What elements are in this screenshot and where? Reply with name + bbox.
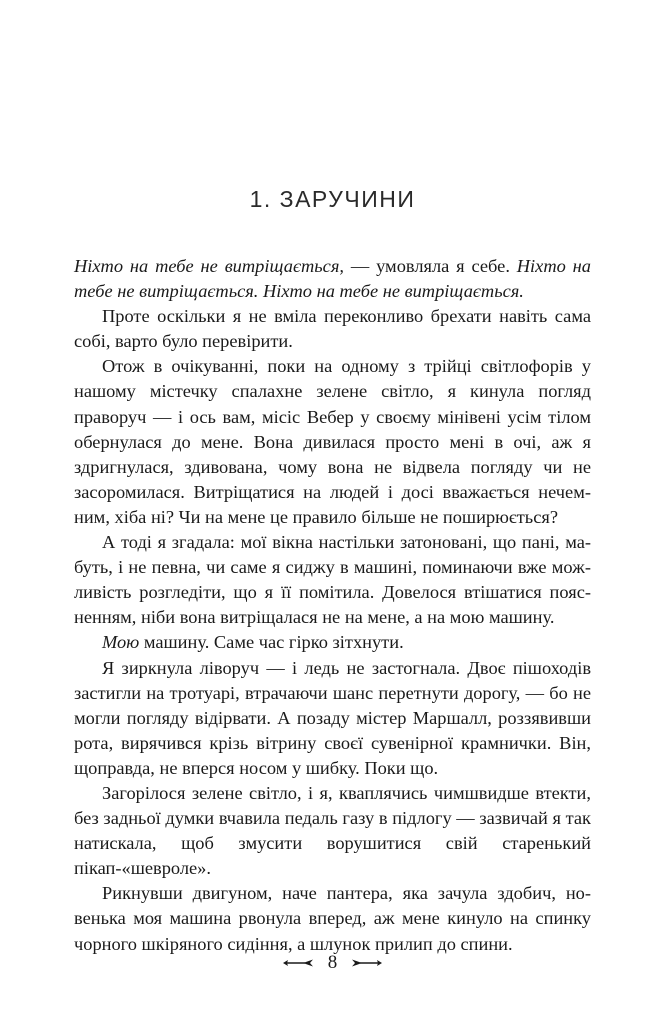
text-run: — умовляла я себе. — [343, 256, 517, 276]
text-run: Проте оскільки я не вміла переконливо брехати навіть сама собі, варто було перевірити. — [74, 306, 591, 352]
text-run: машину. Саме час гірко зітхнути. — [139, 632, 404, 653]
italic-run: Ніхто на тебе не витріщається, — [74, 256, 344, 276]
paragraph — [74, 354, 591, 530]
text-run: Отож в очікуванні, поки на одному з трійці світлофорів у нашому містечку спалахне зелене світло, я кинула погляд праворуч — і ось вам, місіс Вебер у своєму мінівені усім тілом обернулася до мене. Вона дивилася просто мені в очі, аж я здригнулася, здивована, чому вона не відвела погляду чи не засоромилася. Витріщатися на людей і досі вважається нечемним, хіба ні? Чи на мене це правило більше не поширюється? — [74, 356, 591, 527]
paragraph — [74, 656, 591, 781]
arrow-left-ornament-icon — [283, 958, 313, 968]
text-run: Загорілося зелене світло, і я, кваплячись чимшвидше втекти, без задньої думки вчавила педаль газу в підлогу — зазвичай я так натискала, щоб змусити ворушитися свій старенький пікап-«шевроле». — [74, 782, 591, 879]
paragraph — [74, 530, 591, 630]
text-run: А тоді я згадала: мої вікна настільки затоновані, що пані, мабуть, і не певна, чи саме я сиджу в машині, поминаючи вже можливість розгледіти, що я її помітила. Довелося втішатися поясненням, ніби вона витріщалася не на мене, а на мою машину. — [74, 532, 591, 628]
paragraph — [74, 304, 591, 354]
paragraph — [74, 254, 591, 304]
text-run: Рикнувши двигуном, наче пантера, яка зачула здобич, новенька моя машина рвонула вперед, аж мене кинуло на спинку чорного шкіряного сидіння, а шлунок прилип до спини. — [74, 883, 591, 954]
italic-run: Мою — [102, 632, 140, 653]
page-number: 8 — [327, 951, 338, 973]
page-footer — [0, 950, 665, 975]
paragraph — [74, 881, 591, 956]
text-run: Я зиркнула ліворуч — і ледь не застогнала. Двоє пішоходів застигли на тротуарі, втрачаючи шанс перетнути дорогу, — бо не могли погляду відірвати. А позаду містер Маршалл, роззявивши рота, вирячився крізь вітрину своєї сувенірної крамнички. Він, щоправда, не вперся носом у шибку. Поки що. — [74, 657, 591, 778]
chapter-body — [74, 254, 591, 957]
paragraph — [74, 630, 591, 655]
chapter-title: 1. ЗАРУЧИНИ — [249, 186, 416, 212]
italic-run: Ніхто на тебе не витріщається. Ніхто на тебе не витріщається. — [74, 256, 591, 302]
paragraph — [74, 781, 591, 881]
arrow-right-ornament-icon — [352, 958, 382, 968]
